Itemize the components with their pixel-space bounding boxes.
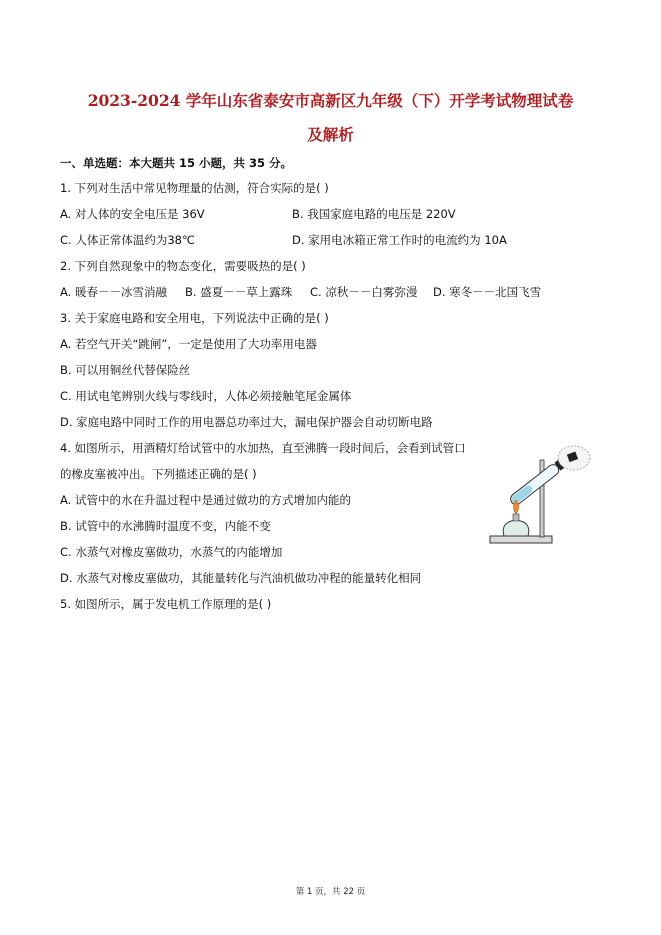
- question-4-option-a: A. 试管中的水在升温过程中是通过做功的方式增加内能的: [60, 493, 351, 507]
- test-tube-heating-figure: [482, 438, 602, 548]
- question-1-option-d: D. 家用电冰箱正常工作时的电流约为 10A: [292, 233, 507, 247]
- alcohol-lamp: [503, 520, 529, 536]
- question-3-stem: 3. 关于家庭电路和安全用电，下列说法中正确的是( ): [60, 311, 329, 325]
- question-5-stem: 5. 如图所示，属于发电机工作原理的是( ): [60, 597, 272, 611]
- question-2-option-a: A. 暖春－－冰雪消融: [60, 285, 167, 299]
- document-title-line1: 2023-2024 学年山东省泰安市高新区九年级（下）开学考试物理试卷: [87, 91, 574, 110]
- question-4-stem-line1: 4. 如图所示，用酒精灯给试管中的水加热，直至沸腾一段时间后，会看到试管口: [60, 441, 466, 455]
- question-2-option-d: D. 寒冬－－北国飞雪: [433, 285, 542, 299]
- question-4-option-d: D. 水蒸气对橡皮塞做功，其能量转化与汽油机做功冲程的能量转化相同: [60, 571, 422, 585]
- question-4-option-b: B. 试管中的水沸腾时温度不变，内能不变: [60, 519, 271, 533]
- question-1-option-b: B. 我国家庭电路的电压是 220V: [292, 207, 456, 221]
- test-tube: [508, 458, 566, 507]
- question-4-option-c: C. 水蒸气对橡皮塞做功，水蒸气的内能增加: [60, 545, 283, 559]
- question-3-option-a: A. 若空气开关“跳闸”，一定是使用了大功率用电器: [60, 337, 317, 351]
- question-2-option-c: C. 凉秋－－白雾弥漫: [310, 285, 418, 299]
- question-1-option-a: A. 对人体的安全电压是 36V: [60, 207, 205, 221]
- question-4-stem-line2: 的橡皮塞被冲出。下列描述正确的是( ): [60, 467, 257, 481]
- document-title-line2: 及解析: [307, 125, 354, 144]
- question-3-option-d: D. 家庭电路中同时工作的用电器总功率过大，漏电保护器会自动切断电路: [60, 415, 433, 429]
- page-footer: 第 1 页，共 22 页: [295, 887, 366, 897]
- question-3-option-c: C. 用试电笔辨别火线与零线时，人体必须接触笔尾金属体: [60, 389, 352, 403]
- question-1-stem: 1. 下列对生活中常见物理量的估测，符合实际的是( ): [60, 181, 329, 195]
- section-heading: 一、单选题：本大题共 15 小题，共 35 分。: [60, 156, 293, 170]
- question-3-option-b: B. 可以用铜丝代替保险丝: [60, 363, 191, 377]
- question-1-option-c: C. 人体正常体温约为38℃: [60, 233, 195, 247]
- question-2-option-b: B. 盛夏－－草上露珠: [185, 285, 293, 299]
- question-2-stem: 2. 下列自然现象中的物态变化，需要吸热的是( ): [60, 259, 306, 273]
